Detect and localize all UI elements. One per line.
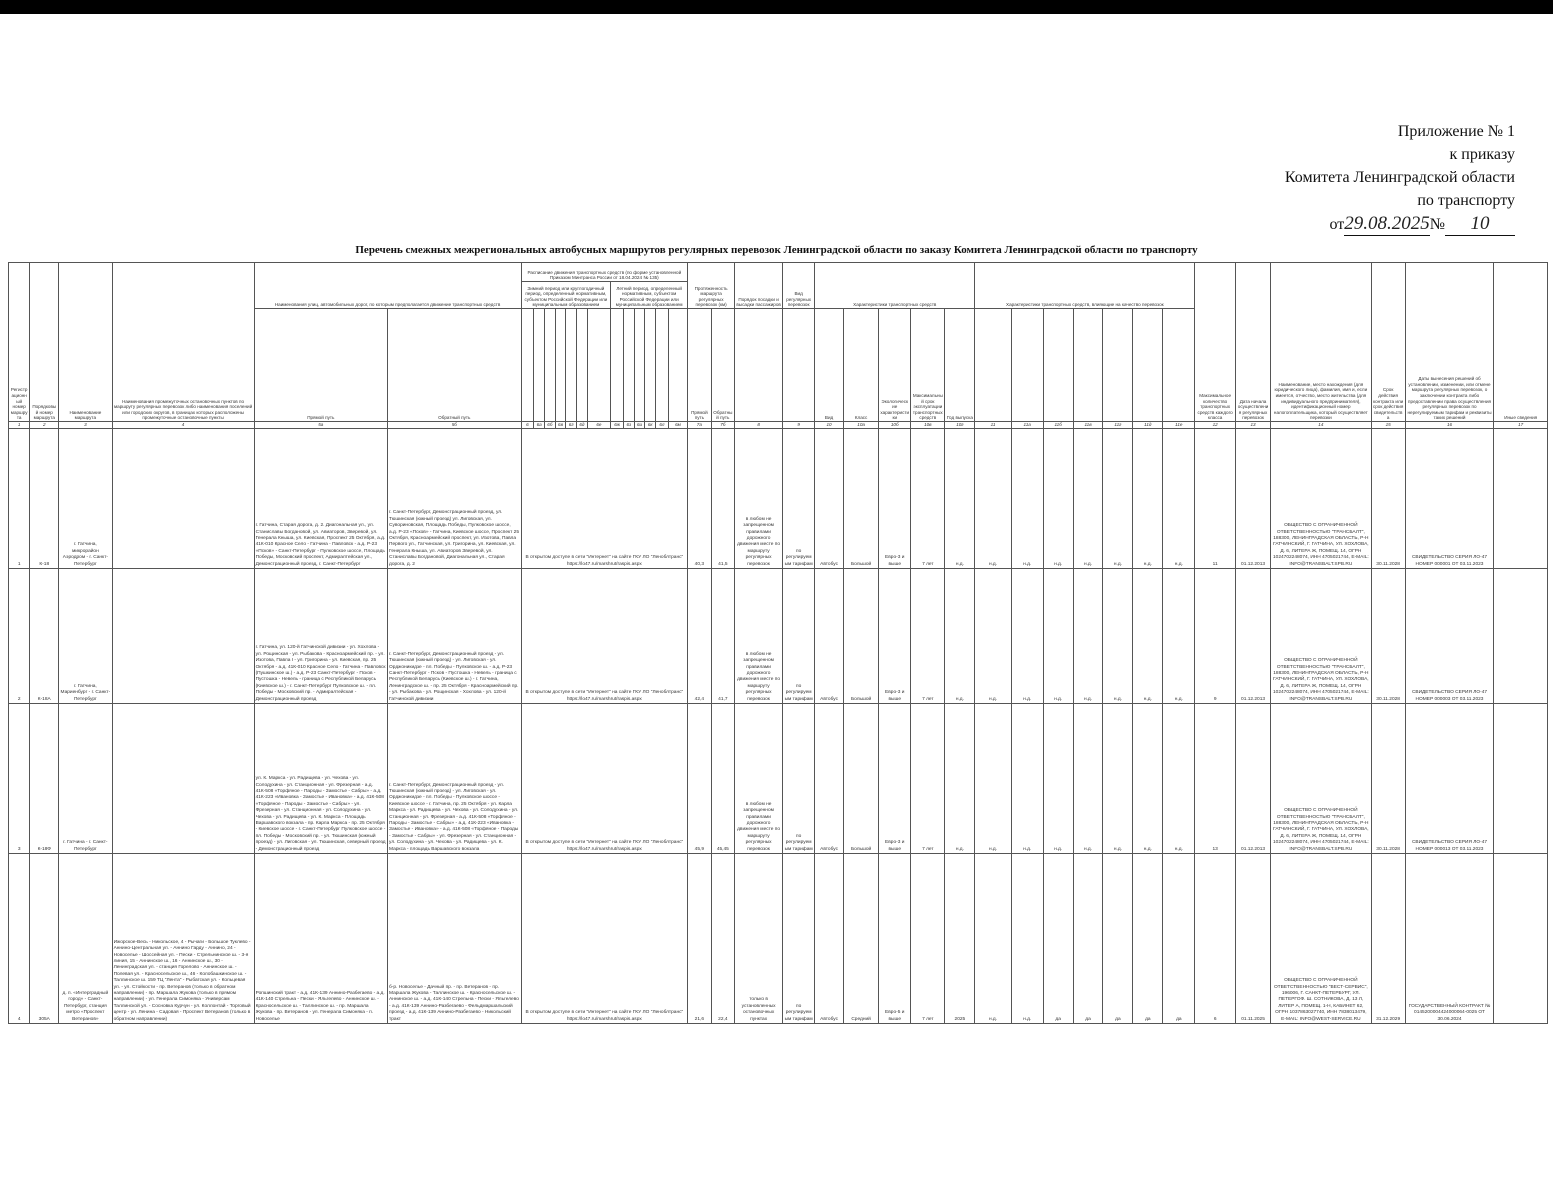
th-forward: Прямой путь xyxy=(254,309,387,422)
cell-count: 6 xyxy=(1195,854,1236,1024)
th-streets: Наименования улиц, автомобильных дорог, по которым предполагается движение транспортных средств xyxy=(254,263,521,309)
cell-schedule: В открытом доступе в сети "Интернет" на сайте ГКУ ЛО "Леноблтранс" https://lo47.ru/marshrut/raspis.aspx xyxy=(521,704,688,854)
th-boarding: Порядок посадки и высадки пассажиров xyxy=(735,263,783,309)
cell-carrier: ОБЩЕСТВО С ОГРАНИЧЕННОЙ ОТВЕТСТВЕННОСТЬЮ "ТРАНСБАЛТ", 188300, ЛЕНИНГРАДСКАЯ ОБЛАСТЬ, Р-Н ГАТЧИНСКИЙ, Г. ГАТЧИНА, УЛ. ХОХЛОВА, Д. 6, ЛИТЕРА Ж, ПОМЕЩ. 14, ОГРН 1024702248074, ИНН 4705021744, E-MAIL: INFO@TRANSBALT.SPB.RU xyxy=(1271,569,1371,704)
th-sched-col xyxy=(587,309,610,422)
cell-backward: б-р. Новоселье - Дачный пр. - пр. Ветеранов - пр. Маршала Жукова - Таллинское ш. - Красносельское ш. - Аннинское ш. - а.д. 41К-140 Стрельна - Пески - Яльгелево - а.д. 41К-139 Аннино-Разбегаево - Фельдмаршальский проезд - а.д. 41К-139 Аннино-Разбегаево - Никольский тракт xyxy=(388,854,521,1024)
th-vehicle: Характеристики транспортных средств xyxy=(815,263,975,309)
cell-ecology: Евро-3 и выше xyxy=(879,569,911,704)
cell-stops: Ижорское-Весь - Никольское, 4 - Рычаги - Большое Туклево - Аннино-Центральная ул. - Аннино Гарду - Аннино, 24 - Новоселье - Шоссейная ул. - Пески - Стрельнинское ш. - 3-я линия, 15 - Аннинское ш., 16 - Аннинское ш., 30 - Ленинградская ул. - станция Горелово - Аннинское ш. - Полевая ул. - Красносельское ш., 46 - Колобашкинское ш. - Таллинское ш. 159 ТЦ "Лента" - Рыбатская ул. - Кольцевая ул. - ул. Стойкости - пр. Ветеранов (только в обратном направлении) - пр. Маршала Жукова (только в прямом направлении) - ул. Генерала Симоняка - Универсам Таллинской ул. - Сосновка Курчун - ул. Коллонтай - Торговый центр - ул. Ленина - Садовая - Проспект Ветеранов (только в обратном направлении) xyxy=(112,854,254,1024)
column-number: 6з xyxy=(624,422,635,429)
column-number: 11б xyxy=(1043,422,1073,429)
cell-max-age: 7 лет xyxy=(911,429,945,569)
cell-forward: г. Гатчина, ул. 120-й Гатчинской дивизии - ул. Хохлова - ул. Рощинская - ул. Рыбакова - Красноармейский пр. - ул. Изотова, Павла I - ул. Григорина - ул. Киевская, пр. 25 Октября - а.д. 41К-010 Красное Село - Гатчина - Павловск (Пушкинское ш.) - а.д. Р-23 Санкт-Петербург - Псков - Пустошка - Невель - граница с Республикой Беларусь (Киевское ш.) - г. Санкт-Петербург Пулковское ш. - пл. Победы - Московский пр. - Адмиралтейская - Демонстрационный проезд xyxy=(254,569,387,704)
column-number: 16 xyxy=(1405,422,1494,429)
th-kind: Вид регулярных перевозок xyxy=(783,263,815,309)
cell-year: н.д. xyxy=(945,704,975,854)
cell-start: 01.12.2013 xyxy=(1235,569,1270,704)
th-sched-col xyxy=(634,309,645,422)
cell-n: 2 xyxy=(9,569,30,704)
cell-decision: ГОСУДАРСТВЕННЫЙ КОНТРАКТ № 0145200004424000064-0025 ОТ 30.06.2024 xyxy=(1405,854,1494,1024)
appendix-block xyxy=(1285,120,1515,236)
cell-len-fwd: 42,4 xyxy=(688,569,711,704)
cell-ecology: Евро-3 и выше xyxy=(879,704,911,854)
cell-forward: г. Гатчина, Старая дорога, д. 2. Диагональная ул., ул. Станиславы Богдановой, ул. Авиаторов, Зверевой, ул. Генерала Кныша, ул. Киевская, Проспект 25 Октября, а.д. 41К-010 Красное Село - Гатчина - Павловск - а.д. Р-23 «Псков» - Санкт-Петербург - Пулковское шоссе, Площадь Победы, Московский проспект, Адмиралтейская ул., Демонстрационный проезд, г. Санкт-Петербург xyxy=(254,429,387,569)
th-sched-col xyxy=(521,309,534,422)
cell-backward: г. Санкт-Петербург, Демонстрационный проезд - ул. Тюшинская (южный проезд) - ул. Лиговская - ул. Орджоникидзе - пл. Победы - Пулковское ш. - а.д. Р-23 Санкт-Петербург - Псков - Пустошка - Невель - граница с Республикой Беларусь (Киевское ш.) - г. Гатчина, Ленинградское ш. - пр. 25 Октября - Красноармейский пр. - ул. Рыбакова - ул. Рощинская - Хохлова - ул. 120-й Гатчинской дивизии xyxy=(388,569,521,704)
cell-name: д. п. «Интерградный город» - Санкт-Петербург, станция метро «Проспект Ветеранов» xyxy=(59,854,112,1024)
th-schedule: Расписание движения транспортных средств (по форме установленной Приказом Минтранса России от 18.04.2024 № 135) xyxy=(521,263,688,282)
th-feature-col xyxy=(1103,309,1133,422)
appendix-line-3: Комитета Ленинградской области xyxy=(1284,169,1515,186)
th-max-age: Максимальный срок эксплуатации транспортных средств xyxy=(911,309,945,422)
number-prefix: № xyxy=(1429,216,1445,233)
column-number: 9 xyxy=(783,422,815,429)
cell-stops xyxy=(112,704,254,854)
th-year: Год выпуска xyxy=(945,309,975,422)
column-number: 2 xyxy=(30,422,59,429)
cell-name: г. Гатчина, микрорайон Аэродром - г. Санкт-Петербург xyxy=(59,429,112,569)
column-number: 7а xyxy=(688,422,711,429)
cell-type: Автобус xyxy=(815,569,844,704)
appendix-line-1: Приложение № 1 xyxy=(1397,123,1515,140)
column-number: 8 xyxy=(735,422,783,429)
cell-decision: СВИДЕТЕЛЬСТВО СЕРИЯ ЛО-47 НОМЕР 000003 ОТ 03.11.2023 xyxy=(1405,569,1494,704)
table-row xyxy=(9,854,1548,1024)
column-number: 10б xyxy=(879,422,911,429)
cell-backward: г. Санкт-Петербург, Демонстрационный проезд, ул. Тюшинская (южный проезд) ул. Лиговская, ул. Сувориновская, Площадь Победы, Пулковское шоссе, а.д. Р-23 «Псков» - Гатчина, Киевское шоссе, Проспект 25 Октября, Красноармейский проспект, ул. Изотова, Павла Первого ул., Гатчинская, ул. Григорина, ул. Киевская, ул. Генерала Кныша, ул. Авиаторов Зверевой, ул. Станиславы Богдановой, Диагональная ул., Старая дорога, д. 2 xyxy=(388,429,521,569)
cell-boarding: в любом не запрещенном правилами дорожного движения месте по маршруту регулярных перевозок xyxy=(735,704,783,854)
th-sched-col xyxy=(611,309,624,422)
column-number: 6и xyxy=(634,422,645,429)
th-length-back: Обратный путь xyxy=(711,309,734,422)
th-sched-col xyxy=(577,309,588,422)
column-number: 7б xyxy=(711,422,734,429)
column-number: 11д xyxy=(1133,422,1163,429)
cell-class: Большой xyxy=(843,429,878,569)
cell-len-fwd: 21,6 xyxy=(688,854,711,1024)
cell-f6: н.д. xyxy=(1133,704,1163,854)
cell-boarding: только в установленных остановочных пунктах xyxy=(735,854,783,1024)
cell-f3: н.д. xyxy=(1043,704,1073,854)
cell-count: 11 xyxy=(1195,429,1236,569)
column-number: 11а xyxy=(1011,422,1043,429)
cell-n: 4 xyxy=(9,854,30,1024)
th-vehicle-class: Класс xyxy=(843,309,878,422)
cell-schedule: В открытом доступе в сети "Интернет" на сайте ГКУ ЛО "Леноблтранс" https://lo47.ru/marshrut/raspis.aspx xyxy=(521,569,688,704)
table-row xyxy=(9,569,1548,704)
th-boarding-sub xyxy=(735,309,783,422)
cell-count: 9 xyxy=(1195,569,1236,704)
cell-f6: да xyxy=(1133,854,1163,1024)
cell-year: н.д. xyxy=(945,569,975,704)
cell-f6: н.д. xyxy=(1133,569,1163,704)
cell-f4: н.д. xyxy=(1073,429,1103,569)
cell-len-fwd: 45,9 xyxy=(688,704,711,854)
column-number: 6в xyxy=(555,422,566,429)
th-sched-col xyxy=(668,309,687,422)
routes-table xyxy=(8,262,1548,1024)
column-number: 12 xyxy=(1195,422,1236,429)
cell-start: 01.11.2025 xyxy=(1235,854,1270,1024)
cell-term: 30.11.2028 xyxy=(1371,704,1405,854)
cell-term: 31.12.2029 xyxy=(1371,854,1405,1024)
th-order-number: Порядковый номер маршрута xyxy=(30,263,59,422)
th-sched-col xyxy=(555,309,566,422)
column-number: 11 xyxy=(975,422,1011,429)
cell-code: К-18 xyxy=(30,429,59,569)
cell-f5: да xyxy=(1103,854,1133,1024)
header-row-1 xyxy=(9,263,1548,282)
column-number: 6б xyxy=(545,422,556,429)
column-number: 1 xyxy=(9,422,30,429)
cell-f1: н.д. xyxy=(975,854,1011,1024)
cell-decision: СВИДЕТЕЛЬСТВО СЕРИЯ ЛО-47 НОМЕР 000001 ОТ 03.11.2023 xyxy=(1405,429,1494,569)
column-number: 14 xyxy=(1271,422,1371,429)
appendix-line-2: к приказу xyxy=(1449,146,1515,163)
column-number: 15 xyxy=(1371,422,1405,429)
th-feature-col xyxy=(1043,309,1073,422)
th-ecology: Экологические характеристики xyxy=(879,309,911,422)
th-start-date: Дата начала осуществления регулярных перевозок xyxy=(1235,263,1270,422)
column-number: 10а xyxy=(843,422,878,429)
column-number: 11г xyxy=(1103,422,1133,429)
cell-f3: н.д. xyxy=(1043,429,1073,569)
cell-n: 1 xyxy=(9,429,30,569)
cell-f5: н.д. xyxy=(1103,704,1133,854)
column-number: 11в xyxy=(1073,422,1103,429)
th-max-count: Максимальное количество транспортных средств каждого класса xyxy=(1195,263,1236,422)
th-vehicle-type: Вид xyxy=(815,309,844,422)
cell-kind: по регулируемым тарифам xyxy=(783,704,815,854)
cell-class: Средний xyxy=(843,854,878,1024)
cell-forward: Ропшинский тракт - а.д. 41К-139 Аннино-Разбегаево - а.д. 41К-140 Стрельна - Пески - Яльгелево - Аннинское ш. - Красносельское ш. - Таллинское ш. - пр. Маршала Жукова - пр. Ветеранов - ул. Генерала Симоняка - п. Новоселье xyxy=(254,854,387,1024)
th-sched-col xyxy=(624,309,635,422)
cell-code: 305А xyxy=(30,854,59,1024)
cell-forward: ул. К. Маркса - ул. Радищева - ул. Чехова - ул. Солодухина - ул. Станционная - ул. Фрезерная - а.д. 41К-508 «Торфяное - Пароды - Замостье - Сабры» - а.д. 41К-223 «Ивановка - Замостье - Ивановка» - а.д. 41К-508 «Торфяное - Пароды - Замостье - Сабры» - ул. Фрезерная - ул. Станционная - ул. Солодухина - ул. Чехова - ул. Радищева - ул. К. Маркса - Площадь Варшавского вокзала - пр. Карла Маркса - пр. 25 Октября - Киевское шоссе - г. Санкт-Петербург Пулковское шоссе - пл. Победы - Московский пр. - ул. Тюшинская (южный проезд) - ул. Лиговская - ул. Тюшинская, северный проезд - Демонстрационный проезд xyxy=(254,704,387,854)
th-kind-sub xyxy=(783,309,815,422)
cell-f1: н.д. xyxy=(975,429,1011,569)
cell-type: Автобус xyxy=(815,704,844,854)
cell-max-age: 7 лет xyxy=(911,569,945,704)
column-number: 3 xyxy=(59,422,112,429)
cell-name: г. Гатчина - г. Санкт-Петербург xyxy=(59,704,112,854)
cell-f7: н.д. xyxy=(1163,704,1195,854)
cell-type: Автобус xyxy=(815,429,844,569)
cell-code: К-18А xyxy=(30,569,59,704)
cell-f5: н.д. xyxy=(1103,569,1133,704)
cell-class: Большой xyxy=(843,704,878,854)
cell-max-age: 7 лет xyxy=(911,854,945,1024)
cell-f2: н.д. xyxy=(1011,429,1043,569)
cell-boarding: в любом не запрещенном правилами дорожного движения месте по маршруту регулярных перевозок xyxy=(735,429,783,569)
cell-schedule: В открытом доступе в сети "Интернет" на сайте ГКУ ЛО "Леноблтранс" https://lo47.ru/marshrut/raspis.aspx xyxy=(521,429,688,569)
th-feature-col xyxy=(1163,309,1195,422)
cell-name: г. Гатчина, Мариенбург - г. Санкт-Петербург xyxy=(59,569,112,704)
cell-backward: г. Санкт-Петербург, Демонстрационный проезд - ул. Тюшинская (южный проезд) - ул. Лиговская - ул. Орджоникидзе - пл. Победы - Пулковское шоссе - Киевское шоссе - г. Гатчина, пр. 25 Октября - ул. Карла Маркса - ул. Радищева - ул. Чехова - ул. Солодухина - ул. Станционная - ул. Фрезерная - а.д. 41К-508 «Торфяное - Пароды - Замостье - Сабры» - а.д. 41К-223 «Ивановка - Замостье - Ивановка» - а.д. 41К-508 «Торфяное - Пароды - Замостье - Сабры» - ул. Фрезерная - ул. Станционная - ул. Солодухина - ул. Чехова - ул. Радищева - ул. К. Маркса - площадь Варшавского вокзала xyxy=(388,704,521,854)
cell-year: н.д. xyxy=(945,429,975,569)
cell-start: 01.12.2013 xyxy=(1235,704,1270,854)
column-number: 5а xyxy=(254,422,387,429)
cell-boarding: в любом не запрещенном правилами дорожного движения месте по маршруту регулярных перевозок xyxy=(735,569,783,704)
appendix-date-line xyxy=(1285,212,1515,236)
th-sched-col xyxy=(656,309,669,422)
cell-carrier: ОБЩЕСТВО С ОГРАНИЧЕННОЙ ОТВЕТСТВЕННОСТЬЮ "ТРАНСБАЛТ", 188300, ЛЕНИНГРАДСКАЯ ОБЛАСТЬ, Р-Н ГАТЧИНСКИЙ, Г. ГАТЧИНА, УЛ. ХОХЛОВА, Д. 6, ЛИТЕРА Ж, ПОМЕЩ. 14, ОГРН 1024702248074, ИНН 4705021744, E-MAIL: INFO@TRANSBALT.SPB.RU xyxy=(1271,429,1371,569)
column-number: 10в xyxy=(911,422,945,429)
th-carrier: Наименование, место нахождения (для юридического лица), фамилия, имя и, если имеется, отчество, место жительства (для индивидуального предпринимателя), идентификационный номер налогоплательщика, который осуществляет перевозки xyxy=(1271,263,1371,422)
cell-f4: да xyxy=(1073,854,1103,1024)
cell-f1: н.д. xyxy=(975,704,1011,854)
cell-schedule: В открытом доступе в сети "Интернет" на сайте ГКУ ЛО "Леноблтранс" https://lo47.ru/marshrut/raspis.aspx xyxy=(521,854,688,1024)
cell-len-back: 41,7 xyxy=(711,569,734,704)
th-route-name: Наименование маршрута xyxy=(59,263,112,422)
cell-other xyxy=(1494,569,1548,704)
th-sched-col xyxy=(545,309,556,422)
cell-year: 2025 xyxy=(945,854,975,1024)
th-feature-col xyxy=(1133,309,1163,422)
handwritten-number: 10 xyxy=(1445,212,1515,236)
cell-len-fwd: 40,3 xyxy=(688,429,711,569)
th-stops: Наименования промежуточных остановочных пунктов по маршруту регулярных перевозок либо наименования поселений или городских округов, в границах которых расположены промежуточные остановочные пункты xyxy=(112,263,254,422)
cell-f2: н.д. xyxy=(1011,704,1043,854)
cell-kind: по регулируемым тарифам xyxy=(783,854,815,1024)
th-features: Характеристики транспортных средств, влияющие на качество перевозок xyxy=(975,263,1195,309)
cell-f5: н.д. xyxy=(1103,429,1133,569)
column-number: 6л xyxy=(656,422,669,429)
cell-len-back: 22,4 xyxy=(711,854,734,1024)
cell-f4: н.д. xyxy=(1073,569,1103,704)
cell-len-back: 41,5 xyxy=(711,429,734,569)
cell-f7: н.д. xyxy=(1163,429,1195,569)
cell-stops xyxy=(112,569,254,704)
cell-other xyxy=(1494,704,1548,854)
column-number: 5б xyxy=(388,422,521,429)
cell-f7: н.д. xyxy=(1163,569,1195,704)
cell-f3: н.д. xyxy=(1043,569,1073,704)
cell-f3: да xyxy=(1043,854,1073,1024)
routes-body xyxy=(9,429,1548,1024)
cell-max-age: 7 лет xyxy=(911,704,945,854)
document-title: Перечень смежных межрегиональных автобусных маршрутов регулярных перевозок Ленинградской области по заказу Комитета Ленинградской области по транспорту xyxy=(355,244,1198,256)
column-number: 6ж xyxy=(611,422,624,429)
cell-f4: н.д. xyxy=(1073,704,1103,854)
column-number: 10г xyxy=(945,422,975,429)
cell-count: 13 xyxy=(1195,704,1236,854)
column-number: 11е xyxy=(1163,422,1195,429)
cell-ecology: Евро-3 и выше xyxy=(879,429,911,569)
th-sched-col xyxy=(566,309,577,422)
cell-type: Автобус xyxy=(815,854,844,1024)
th-contract-term: Срок действия контракта или срок действия свидетельства xyxy=(1371,263,1405,422)
th-sched-col xyxy=(534,309,545,422)
cell-len-back: 45,45 xyxy=(711,704,734,854)
scan-top-border xyxy=(0,0,1553,14)
column-number: 17 xyxy=(1494,422,1548,429)
cell-kind: по регулируемым тарифам xyxy=(783,569,815,704)
date-prefix: от xyxy=(1329,216,1345,233)
cell-n: 3 xyxy=(9,704,30,854)
cell-ecology: Евро-5 и выше xyxy=(879,854,911,1024)
th-sched-col xyxy=(645,309,656,422)
cell-start: 01.12.2013 xyxy=(1235,429,1270,569)
cell-f2: н.д. xyxy=(1011,854,1043,1024)
column-number: 6а xyxy=(534,422,545,429)
column-number: 6 xyxy=(521,422,534,429)
cell-other xyxy=(1494,429,1548,569)
cell-f1: н.д. xyxy=(975,569,1011,704)
cell-f7: да xyxy=(1163,854,1195,1024)
cell-code: К-18Ф xyxy=(30,704,59,854)
cell-carrier: ОБЩЕСТВО С ОГРАНИЧЕННОЙ ОТВЕТСТВЕННОСТЬЮ "ВЕСТ-СЕРВИС", 196006, Г. САНКТ-ПЕТЕРБУРГ, УЛ. ПЕТЕРГОФ. Ш. СОТНИКОВА, Д. 13 Л, ЛИТЕР А, ПОМЕЩ. 1-Н, КАБИНЕТ 62, ОГРН 1037863027740, ИНН 7838013479, E-MAIL: INFO@WEST-SERVICE.RU xyxy=(1271,854,1371,1024)
cell-decision: СВИДЕТЕЛЬСТВО СЕРИЯ ЛО-47 НОМЕР 000013 ОТ 03.11.2023 xyxy=(1405,704,1494,854)
cell-other xyxy=(1494,854,1548,1024)
th-length: Протяженность маршрута регулярных перевозок (км) xyxy=(688,263,735,309)
cell-class: Большой xyxy=(843,569,878,704)
table-row xyxy=(9,704,1548,854)
th-other: Иные сведения xyxy=(1494,263,1548,422)
cell-f2: н.д. xyxy=(1011,569,1043,704)
cell-stops xyxy=(112,429,254,569)
cell-carrier: ОБЩЕСТВО С ОГРАНИЧЕННОЙ ОТВЕТСТВЕННОСТЬЮ "ТРАНСБАЛТ", 188300, ЛЕНИНГРАДСКАЯ ОБЛАСТЬ, Р-Н ГАТЧИНСКИЙ, Г. ГАТЧИНА, УЛ. ХОХЛОВА, Д. 6, ЛИТЕРА Ж, ПОМЕЩ. 14, ОГРН 1024702248074, ИНН 4705021744, E-MAIL: INFO@TRANSBALT.SPB.RU xyxy=(1271,704,1371,854)
column-number: 4 xyxy=(112,422,254,429)
cell-f6: н.д. xyxy=(1133,429,1163,569)
handwritten-date: 29.08.2025 xyxy=(1344,213,1430,234)
column-number: 13 xyxy=(1235,422,1270,429)
th-length-fwd: Прямой путь xyxy=(688,309,711,422)
column-number: 6г xyxy=(566,422,577,429)
column-numbers-row xyxy=(9,422,1548,429)
th-feature-col xyxy=(975,309,1011,422)
table-row xyxy=(9,429,1548,569)
th-winter: Зимний период или круглогодичный период, определенный нормативным, субъектом Российской Федерации или муниципальным образованием xyxy=(521,282,611,309)
cell-term: 30.11.2028 xyxy=(1371,429,1405,569)
column-number: 10 xyxy=(815,422,844,429)
th-backward: Обратный путь xyxy=(388,309,521,422)
th-reg-number: Регистрационный номер маршрута xyxy=(9,263,30,422)
column-number: 6е xyxy=(587,422,610,429)
column-number: 6к xyxy=(645,422,656,429)
th-summer: Летний период, определенный нормативным, субъектом Российской Федерации или муниципальным образованием xyxy=(611,282,688,309)
th-feature-col xyxy=(1011,309,1043,422)
column-number: 6д xyxy=(577,422,588,429)
th-feature-col xyxy=(1073,309,1103,422)
cell-term: 30.11.2028 xyxy=(1371,569,1405,704)
th-decisions: Даты вынесения решений об установлении, изменении, или отмене маршрута регулярных перевозок, о заключении контракта либо предоставлении права осуществления регулярных перевозок по нерегулируемым тарифам и реквизиты таких решений xyxy=(1405,263,1494,422)
appendix-line-4: по транспорту xyxy=(1417,192,1515,209)
cell-kind: по регулируемым тарифам xyxy=(783,429,815,569)
column-number: 6м xyxy=(668,422,687,429)
